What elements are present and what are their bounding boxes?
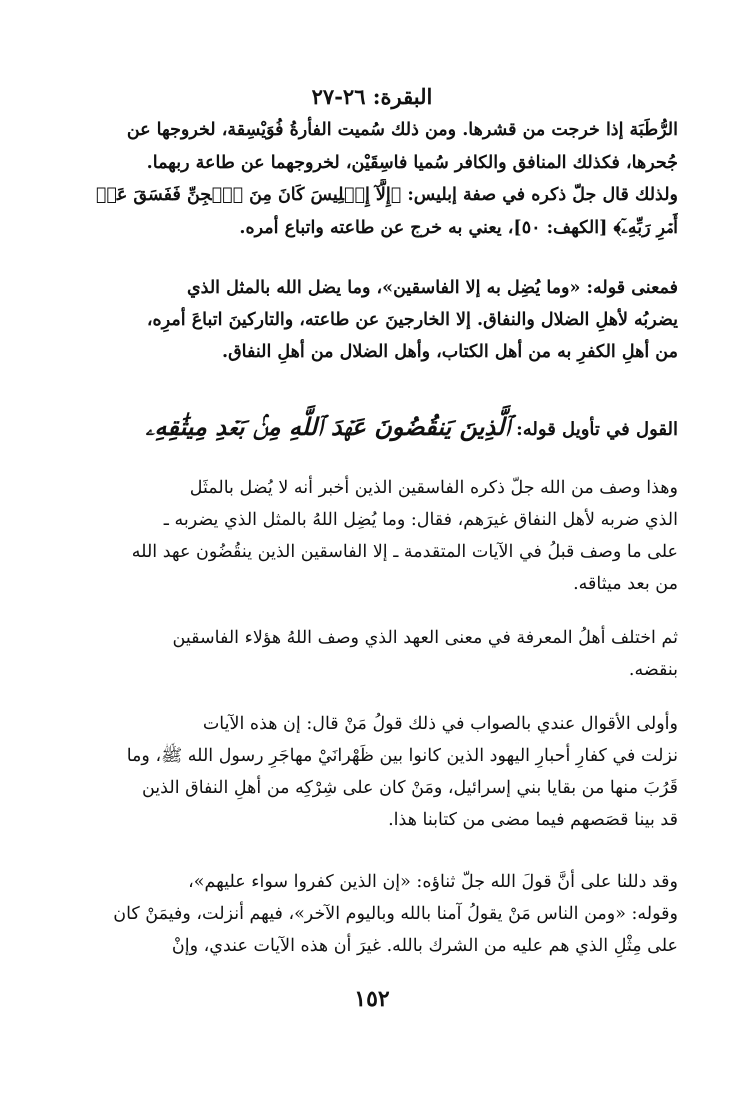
text-line: فمعنى قوله: «وما يُضِل به إلا الفاسقين»، وما يضل الله بالمثل الذي [186,278,678,298]
quran-verse: ٱلَّذِينَ يَنقُضُونَ عَهۡدَ ٱللَّهِ مِنۢ بَعۡدِ مِيثَٰقِهِۦ [145,412,510,441]
text-line: نزلت في كفارِ أحبارِ اليهود الذين كانوا بين ظَهْرانَيْ مهاجَرِ رسول الله ﷺ، وما [126,746,678,766]
text-line: قَرُبَ منها من بقايا بني إسرائيل، ومَنْ كان على شِرْكِه من أهلِ النفاق الذين [141,778,678,798]
text-line: على مِثْلِ الذي هم عليه من الشرك بالله. غيرَ أن هذه الآيات عندي، وإنْ [171,936,678,956]
paragraph-2 [68,272,678,368]
section-heading [80,412,678,441]
paragraph-5 [68,708,678,836]
paragraph-4 [68,622,678,686]
section-heading-intro: القول في تأويل قوله: [509,419,678,440]
text-line: ولذلك قال جلّ ذكره في صفة إبليس: ﴿إِلَّآ إِبۡلِيسَ كَانَ مِنَ ٱلۡجِنِّ فَفَسَقَ عَنۡ [95,185,678,205]
text-line: يضربُه لأهلِ الضلال والنفاق. إلا الخارجينَ عن طاعته، والتاركينَ اتباعَ أمرِه، [146,310,678,330]
page-number: ١٥٢ [354,986,390,1012]
text-line: وقد دللنا على أنَّ قولَ الله جلّ ثناؤه: «إن الذين كفروا سواء عليهم»، [188,872,678,892]
text-line: بنقضه. [628,660,678,680]
text-line: وأولى الأقوال عندي بالصواب في ذلك قولُ مَنْ قال: إن هذه الآيات [202,714,678,734]
running-header: البقرة: ٢٦-٢٧ [311,84,433,109]
paragraph-1 [68,114,678,244]
text-line: جُحرها، فكذلك المنافق والكافر سُميا فاسِقَيْن، لخروجهما عن طاعة ربهما. [146,152,678,173]
text-line: على ما وصف قبلُ في الآيات المتقدمة ـ إلا الفاسقين الذين ينقُضُون عهد الله [131,542,678,562]
text-line: من أهلِ الكفرِ به من أهل الكتاب، وأهل الضلال من أهلِ النفاق. [222,342,678,362]
text-line: الذي ضربه لأهل النفاق غيرَهم، فقال: وما يُضِل اللهُ بالمثل الذي يضربه ـ [163,510,678,530]
paragraph-6 [68,866,678,962]
text-line: الرُّطَبَة إذا خرجت من قشرها. ومن ذلك سُميت الفأرةُ فُوَيْسِقة، لخروجها عن [126,120,678,140]
text-line: وقوله: «ومن الناس مَنْ يقولُ آمنا بالله وباليوم الآخر»، فيهم أنزلت، وفيمَنْ كان [113,904,678,924]
text-line: وهذا وصف من الله جلّ ذكره الفاسقين الذين أخبر أنه لا يُضل بالمثَل [189,478,678,498]
text-line: ثم اختلف أهلُ المعرفة في معنى العهد الذي وصف اللهُ هؤلاء الفاسقين [172,628,678,648]
paragraph-3 [68,472,678,600]
text-line: من بعد ميثاقه. [573,574,678,594]
text-line: قد بينا قصَصهم فيما مضى من كتابنا هذا. [388,810,678,830]
text-line: أَمۡرِ رَبِّهِۦٓ﴾ [الكهف: ٥٠]، يعني به خرج عن طاعته واتباع أمره. [239,217,678,238]
